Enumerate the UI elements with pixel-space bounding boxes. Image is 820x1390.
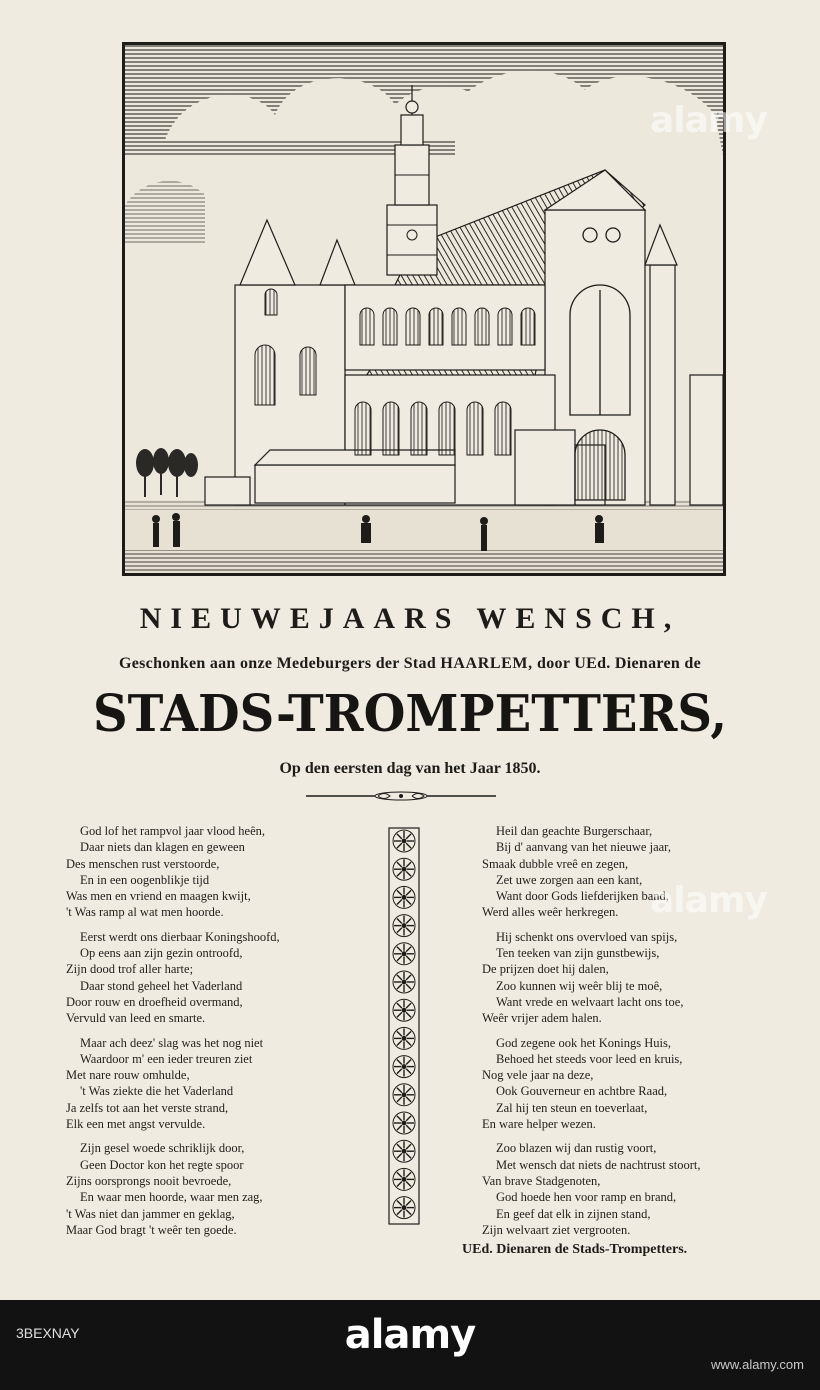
poem-line: Ten teeken van zijn gunstbewijs, [496,946,660,961]
poem-line: Daar stond geheel het Vaderland [80,978,243,993]
rosette-icon [393,943,415,965]
poem-line: God lof het rampvol jaar vlood heên, [80,824,266,838]
rosette-icon [393,999,415,1021]
poem-line: Eerst werdt ons dierbaar Koningshoofd, [80,929,280,944]
stanza [66,823,366,921]
poem-line: Want door Gods liefderijken band, [496,889,669,904]
stanza [482,929,782,1027]
rosette-icon [393,886,415,908]
alamy-logo: alamy [344,1312,476,1358]
rosette-icon [393,1056,415,1078]
rosette-icon [393,1084,415,1106]
stanza [482,1035,782,1133]
poem-line: God zegene ook het Konings Huis, [496,1035,671,1050]
rosette-icon [393,1027,415,1049]
stanza [66,1140,366,1238]
poem-line: Zijn gesel woede schriklijk door, [80,1141,245,1156]
poem-line: Ook Gouverneur en achtbre Raad, [496,1084,668,1099]
rosette-icon [393,1197,415,1219]
poem-line: Met wensch dat niets de nachtrust stoort, [496,1157,701,1172]
poem-line: Heil dan geachte Burgerschaar, [496,824,653,838]
poem-line: Hij schenkt ons overvloed van spijs, [496,929,678,944]
poem-line: Op eens aan zijn gezin ontroofd, [80,946,243,961]
poem-line: 't Was ziekte die het Vaderland [80,1084,234,1099]
poem-left-column [66,823,366,1246]
poem-line: 't Was ramp al wat men hoorde. [66,905,224,920]
watermark-logo: alamy [650,100,767,141]
rosette-icon [393,971,415,993]
poem-line: En waar men hoorde, waar men zag, [80,1190,263,1205]
poem-line: Was men en vriend en maagen kwijt, [66,889,251,904]
poem-line: Zijn dood trof aller harte; [66,962,194,977]
poem-line: Waardoor m' een ieder treuren ziet [80,1051,253,1066]
rosette-divider-icon [388,827,420,1225]
poem-line: Door rouw en droefheid overmand, [66,994,243,1009]
poem-line: Des menschen rust verstoorde, [66,856,220,871]
poem-line: Want vrede en welvaart lacht ons toe, [496,994,684,1009]
poem-line: Behoed het steeds voor leed en kruis, [496,1051,683,1066]
poem-line: Zoo blazen wij dan rustig voort, [496,1141,657,1156]
rosette-icon [393,1140,415,1162]
main-title: STADS-TROMPETTERS, [92,684,728,744]
poem-line: Met nare rouw omhulde, [66,1068,190,1083]
poem-line: De prijzen doet hij dalen, [482,962,609,977]
subtitle-post: door UEd. Dienaren de [537,655,701,672]
poem-line: En ware helper wezen. [482,1117,596,1132]
church-engraving [122,42,726,576]
grote-kerk-illustration [125,45,723,573]
poem-line: Zoo kunnen wij weêr blij te moê, [496,978,663,993]
poster-title: NIEUWEJAARS WENSCH, [139,602,681,635]
poem-line: Zal hij ten steun en toeverlaat, [496,1100,648,1115]
rosette-icon [393,830,415,852]
ornament-rule-icon [306,790,496,802]
stanza [482,1140,782,1238]
poem-line: Vervuld van leed en smarte. [66,1011,206,1026]
poem-line: Weêr vrijer adem halen. [482,1011,602,1026]
subtitle-pre: Geschonken aan onze Medeburgers der Stad [119,655,437,672]
poem-line: Maar God bragt 't weêr ten goede. [66,1222,237,1237]
rosette-icon [393,1112,415,1134]
site-url: www.alamy.com [711,1357,804,1372]
poem-line: Geen Doctor kon het regte spoor [80,1157,244,1172]
poem-line: Van brave Stadgenoten, [482,1173,601,1188]
date-line: Op den eersten dag van het Jaar 1850. [279,760,541,777]
subtitle-city: HAARLEM, [440,655,533,672]
poem-line: Ja zelfs tot aan het verste strand, [66,1100,229,1115]
watermark-logo: alamy [650,880,767,921]
poem-line: Smaak dubble vreê en zegen, [482,856,629,871]
poem-line: Daar niets dan klagen en geween [80,840,245,855]
stanza [66,929,366,1027]
poem-line: Zet uwe zorgen aan een kant, [496,872,643,887]
poem-line: En geef dat elk in zijnen stand, [496,1206,651,1221]
poem-line: Nog vele jaar na deze, [482,1068,594,1083]
signature: UEd. Dienaren de Stads-Trompetters. [462,1242,688,1257]
poem-line: 't Was niet dan jammer en geklag, [66,1206,235,1221]
poem-line: Werd alles weêr herkregen. [482,905,619,920]
poem-line: Bij d' aanvang van het nieuwe jaar, [496,840,671,855]
poem-line: God hoede hen voor ramp en brand, [496,1190,677,1205]
rosette-icon [393,1168,415,1190]
poem-line: Elk een met angst vervulde. [66,1117,206,1132]
rosette-icon [393,915,415,937]
stanza [66,1035,366,1133]
poem-line: Zijns oorsprongs nooit bevroede, [66,1173,232,1188]
poem-line: En in een oogenblikje tijd [80,872,210,887]
poem-line: Maar ach deez' slag was het nog niet [80,1035,264,1050]
poem-line: Zijn welvaart ziet vergrooten. [482,1222,631,1237]
image-id: 3BEXNAY [16,1325,80,1341]
rosette-icon [393,858,415,880]
poster-subtitle [0,655,820,673]
